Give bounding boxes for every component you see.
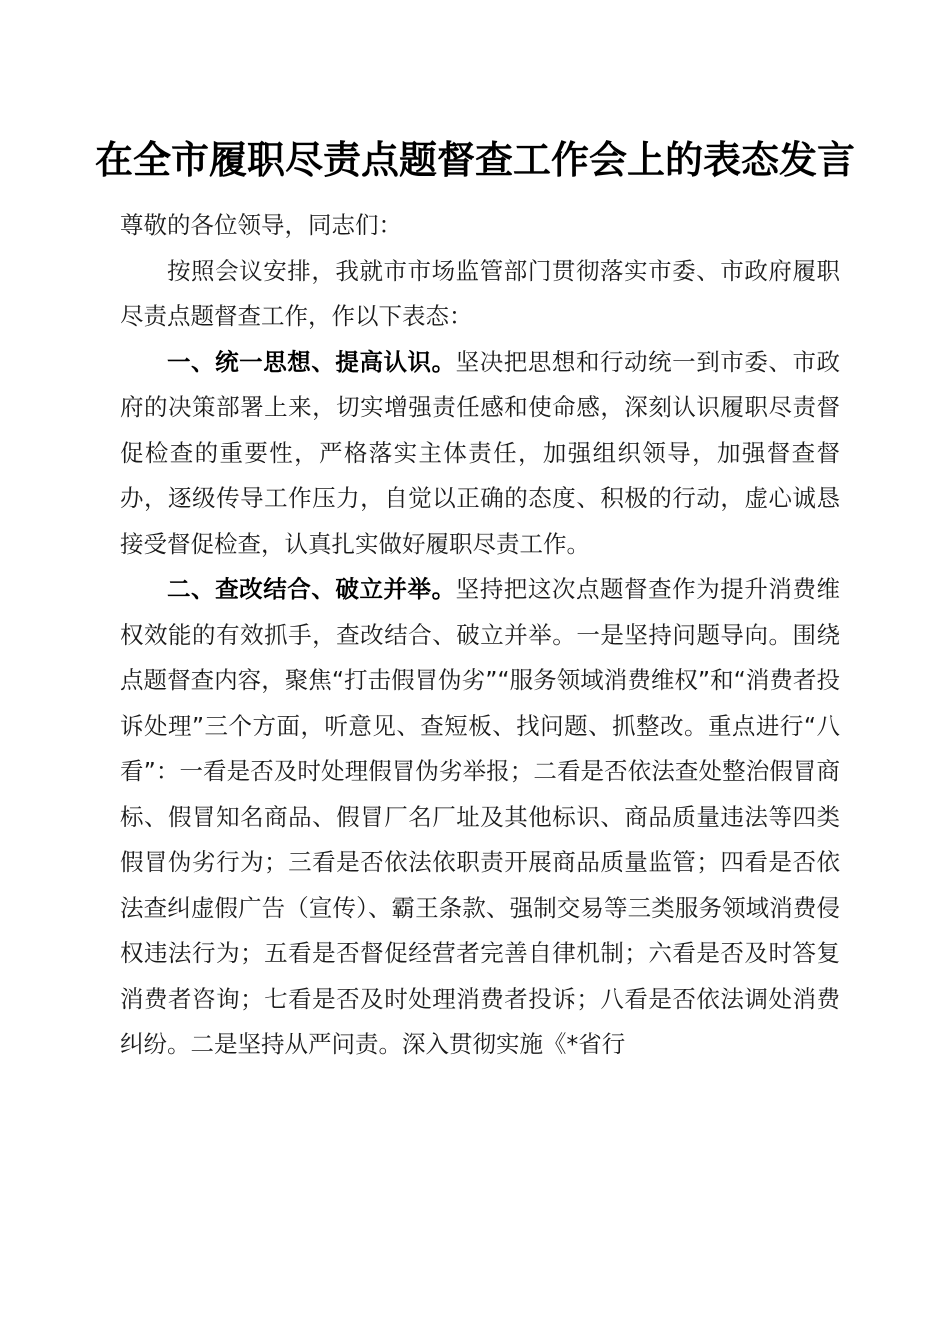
document-body — [120, 203, 840, 1068]
section-text-1: 坚决把思想和行动统一到市委、市政府的决策部署上来，切实增强责任感和使命感，深刻认识履职尽责督促检查的重要性，严格落实主体责任，加强组织领导，加强督查督办，逐级传导工作压力，自觉以正确的态度、积极的行动，虚心诚恳接受督促检查，认真扎实做好履职尽责工作。 — [120, 347, 841, 558]
intro-paragraph: 按照会议安排，我就市市场监管部门贯彻落实市委、市政府履职尽责点题督查工作，作以下表态： — [120, 256, 840, 330]
document-title: 在全市履职尽责点题督查工作会上的表态发言 — [94, 137, 855, 182]
section-heading-2: 二、查改结合、破立并举。 — [167, 575, 456, 603]
section-paragraph-1 — [120, 340, 840, 568]
section-heading-1: 一、统一思想、提高认识。 — [167, 347, 456, 376]
section-paragraph-2 — [120, 567, 840, 1068]
salutation: 尊敬的各位领导，同志们： — [120, 211, 402, 239]
section-text-2: 坚持把这次点题督查作为提升消费维权效能的有效抓手，查改结合、破立并举。一是坚持问题导向。围绕点题督查内容，聚焦“打击假冒伪劣”“服务领域消费维权”和“消费者投诉处理”三个方面，听意见、查短板、找问题、抓整改。重点进行“八看”：一看是否及时处理假冒伪劣举报；二看是否依法查处整治假冒商标、假冒知名商品、假冒厂名厂址及其他标识、商品质量违法等四类假冒伪劣行为；三看是否依法依职责开展商品质量监管；四看是否依法查纠虚假广告（宣传）、霸王条款、强制交易等三类服务领域消费侵权违法行为；五看是否督促经营者完善自律机制；六看是否及时答复消费者咨询；七看是否及时处理消费者投诉；八看是否依法调处消费纠纷。二是坚持从严问责。深入贯彻实施《*省行 — [120, 575, 841, 1058]
